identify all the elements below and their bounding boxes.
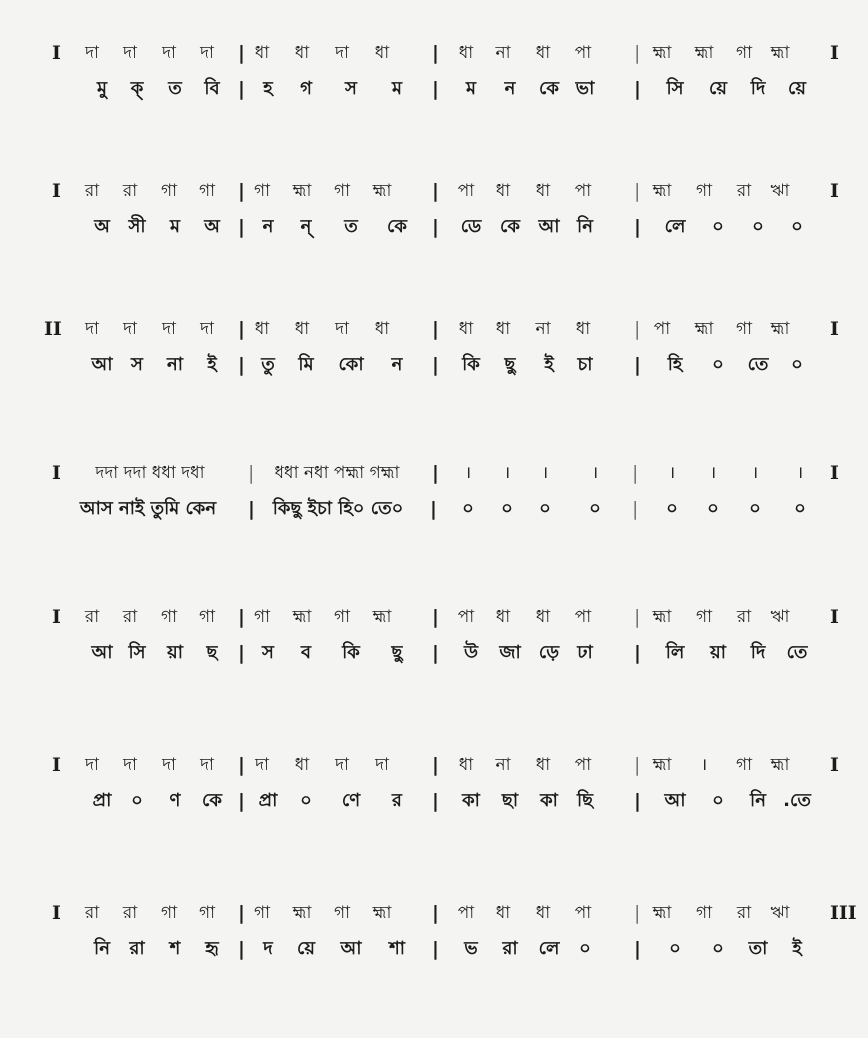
- swara-note: হ্মা: [694, 43, 714, 63]
- swara-note: হ্মা: [652, 755, 672, 775]
- lyric-syllable: কে: [387, 216, 407, 237]
- lyric-syllable: ০: [462, 498, 474, 519]
- lyric-syllable: শা: [389, 938, 405, 959]
- swara-note: ধা: [535, 43, 551, 63]
- lyric-syllable: ০: [794, 498, 806, 519]
- swara-row: [0, 456, 868, 490]
- swara-note: ধা: [374, 43, 390, 63]
- swara-note: হ্মা: [652, 607, 672, 627]
- bar-line: |: [634, 938, 641, 960]
- lyric-syllable: ০: [131, 790, 143, 811]
- bar-line: |: [238, 790, 245, 812]
- swara-note: না: [495, 43, 511, 63]
- swara-note: ঋা: [770, 903, 790, 923]
- swara-note: দা: [123, 319, 137, 339]
- bar-line: |: [432, 42, 439, 64]
- lyric-syllable: য়া: [167, 642, 183, 663]
- bar-line: |: [238, 354, 245, 376]
- lyric-syllable: ০: [669, 938, 681, 959]
- swara-note: দা: [85, 755, 99, 775]
- bar-line: |: [248, 462, 255, 484]
- lyric-syllable: ণ: [169, 790, 181, 811]
- lyric-row: [0, 784, 868, 818]
- bar-line: |: [634, 790, 641, 812]
- lyric-syllable: ঢা: [577, 642, 593, 663]
- lyric-syllable: ০: [712, 354, 724, 375]
- swara-note: ধা: [254, 43, 270, 63]
- swara-note: দা: [123, 43, 137, 63]
- swara-note: রা: [122, 607, 138, 627]
- lyric-syllable: ০: [712, 216, 724, 237]
- lyric-syllable: ০: [752, 216, 764, 237]
- bar-line: |: [432, 78, 439, 100]
- lyric-syllable: ন্: [300, 216, 312, 237]
- lyric-syllable: কা: [540, 790, 558, 811]
- lyric-syllable: আ: [91, 354, 113, 375]
- lyric-syllable: তে: [747, 354, 769, 375]
- lyric-syllable: ন: [504, 78, 516, 99]
- bar-line: |: [632, 498, 639, 520]
- swara-note: ধা: [254, 319, 270, 339]
- lyric-syllable: য়া: [710, 642, 726, 663]
- swara-note: গা: [253, 607, 271, 627]
- bar-line: |: [634, 642, 641, 664]
- lyric-syllable: তু: [261, 354, 275, 375]
- lyric-syllable: নি: [94, 938, 110, 959]
- swara-note: গা: [333, 607, 351, 627]
- start-mark: I: [52, 462, 61, 484]
- end-mark: I: [830, 606, 839, 628]
- lyric-syllable: গ: [300, 78, 312, 99]
- swara-note: না: [535, 319, 551, 339]
- swara-note: হ্মা: [770, 43, 790, 63]
- lyric-syllable: তে: [786, 642, 808, 663]
- swara-note: দা: [200, 43, 214, 63]
- swara-note: ঋা: [770, 181, 790, 201]
- bar-line: |: [432, 902, 439, 924]
- lyric-syllable: ছু: [391, 642, 403, 663]
- lyric-syllable: য়ে: [788, 78, 806, 99]
- swara-note: দা: [200, 755, 214, 775]
- swara-note: পা: [574, 607, 592, 627]
- lyric-syllable: কি: [342, 642, 360, 663]
- swara-note: দা: [85, 43, 99, 63]
- swara-note: ।: [668, 463, 676, 483]
- lyric-syllable: সি: [128, 642, 146, 663]
- swara-note: ।: [591, 463, 599, 483]
- swara-note: ধা: [495, 319, 511, 339]
- lyric-syllable: ছি: [576, 790, 594, 811]
- swara-note: ।: [709, 463, 717, 483]
- lyric-syllable: ম: [466, 78, 476, 99]
- lyric-syllable: উ: [463, 642, 479, 663]
- start-mark: I: [52, 180, 61, 202]
- lyric-syllable: .তে: [783, 790, 811, 811]
- lyric-row: [0, 210, 868, 244]
- lyric-syllable: ড়ে: [538, 642, 560, 663]
- lyric-syllable: লে: [538, 938, 560, 959]
- bar-line: |: [238, 938, 245, 960]
- lyric-syllable: য়ে: [709, 78, 727, 99]
- swara-note: ধা: [495, 181, 511, 201]
- bar-line: |: [238, 42, 245, 64]
- lyric-syllable: ছা: [501, 790, 519, 811]
- swara-note: পা: [574, 903, 592, 923]
- swara-note: রা: [736, 903, 752, 923]
- lyric-syllable: রা: [129, 938, 145, 959]
- bar-line: |: [432, 462, 439, 484]
- lyric-syllable: হৃ: [205, 938, 219, 959]
- swara-note: ধা: [495, 607, 511, 627]
- bar-line: |: [432, 180, 439, 202]
- swara-note: ।: [796, 463, 804, 483]
- lyric-syllable: আ: [664, 790, 686, 811]
- lyric-syllable: ণে: [341, 790, 361, 811]
- end-mark: III: [830, 902, 857, 924]
- end-mark: I: [830, 318, 839, 340]
- swara-note: দা: [335, 319, 349, 339]
- swara-group: দদা দদা ধধা দধা: [95, 463, 205, 483]
- start-mark: II: [44, 318, 62, 340]
- lyric-syllable: ম: [392, 78, 402, 99]
- bar-line: |: [634, 216, 641, 238]
- lyric-syllable: প্রা: [92, 790, 112, 811]
- swara-note: ।: [700, 755, 708, 775]
- lyric-syllable: স: [131, 354, 143, 375]
- swara-note: দা: [335, 755, 349, 775]
- start-mark: I: [52, 754, 61, 776]
- swara-note: রা: [736, 607, 752, 627]
- end-mark: I: [830, 462, 839, 484]
- swara-note: ধা: [535, 607, 551, 627]
- swara-note: গা: [160, 903, 178, 923]
- swara-note: ধা: [294, 43, 310, 63]
- swara-note: ধা: [374, 319, 390, 339]
- lyric-syllable: দি: [750, 642, 766, 663]
- swara-note: ।: [464, 463, 472, 483]
- bar-line: |: [238, 642, 245, 664]
- bar-line: |: [432, 642, 439, 664]
- lyric-syllable: ছু: [504, 354, 516, 375]
- lyric-syllable: সী: [128, 216, 146, 237]
- swara-note: ধা: [458, 755, 474, 775]
- swara-note: পা: [457, 607, 475, 627]
- lyric-syllable: কো: [338, 354, 364, 375]
- bar-line: |: [432, 318, 439, 340]
- swara-note: রা: [84, 607, 100, 627]
- lyric-syllable: ০: [712, 938, 724, 959]
- swara-note: পা: [457, 181, 475, 201]
- swara-note: হ্মা: [292, 607, 312, 627]
- bar-line: |: [238, 902, 245, 924]
- swara-note: পা: [574, 181, 592, 201]
- swara-note: দা: [85, 319, 99, 339]
- swara-note: গা: [695, 181, 713, 201]
- bar-line: |: [432, 354, 439, 376]
- swara-note: ।: [751, 463, 759, 483]
- swara-note: হ্মা: [372, 181, 392, 201]
- lyric-syllable: ০: [589, 498, 601, 519]
- swara-note: হ্মা: [292, 903, 312, 923]
- lyric-row: [0, 932, 868, 966]
- bar-line: |: [634, 78, 641, 100]
- swara-note: ধা: [458, 43, 474, 63]
- bar-line: |: [238, 216, 245, 238]
- end-mark: I: [830, 180, 839, 202]
- lyric-syllable: হি: [667, 354, 683, 375]
- bar-line: |: [238, 606, 245, 628]
- swara-note: ধা: [535, 903, 551, 923]
- lyric-syllable: চা: [577, 354, 593, 375]
- swara-note: হ্মা: [694, 319, 714, 339]
- lyric-syllable: বি: [204, 78, 220, 99]
- swara-row: [0, 896, 868, 930]
- lyric-syllable: ০: [300, 790, 312, 811]
- swara-note: গা: [198, 181, 216, 201]
- swara-note: ধা: [575, 319, 591, 339]
- swara-note: ধা: [294, 319, 310, 339]
- swara-note: দা: [335, 43, 349, 63]
- swara-note: গা: [735, 319, 753, 339]
- swara-note: ধা: [535, 181, 551, 201]
- lyric-syllable: প্রা: [258, 790, 278, 811]
- swara-note: হ্মা: [372, 607, 392, 627]
- lyric-syllable: ত: [344, 216, 358, 237]
- lyric-syllable: লি: [665, 642, 685, 663]
- lyric-syllable: কা: [462, 790, 480, 811]
- bar-line: |: [634, 606, 641, 628]
- swara-note: গা: [253, 181, 271, 201]
- bar-line: |: [432, 754, 439, 776]
- swara-row: [0, 600, 868, 634]
- lyric-syllable: ই: [207, 354, 217, 375]
- bar-line: |: [432, 790, 439, 812]
- swara-note: পা: [457, 903, 475, 923]
- swara-note: পা: [653, 319, 671, 339]
- swara-note: গা: [735, 43, 753, 63]
- swara-note: পা: [574, 755, 592, 775]
- lyric-group: কিছু ইচা হি০ তে০: [272, 498, 404, 519]
- lyric-syllable: কি: [462, 354, 480, 375]
- lyric-syllable: ভা: [575, 78, 595, 99]
- swara-note: না: [495, 755, 511, 775]
- lyric-syllable: দ: [263, 938, 273, 959]
- lyric-syllable: আ: [538, 216, 560, 237]
- lyric-syllable: র: [392, 790, 402, 811]
- start-mark: I: [52, 42, 61, 64]
- bar-line: |: [238, 180, 245, 202]
- swara-note: রা: [84, 181, 100, 201]
- swara-note: গা: [333, 181, 351, 201]
- swara-note: দা: [162, 43, 176, 63]
- swara-group: ধধা নধা পহ্মা গহ্মা: [274, 463, 400, 483]
- lyric-syllable: ০: [791, 216, 803, 237]
- swara-note: গা: [333, 903, 351, 923]
- lyric-syllable: কে: [539, 78, 559, 99]
- lyric-syllable: দি: [750, 78, 766, 99]
- swara-note: হ্মা: [652, 903, 672, 923]
- lyric-syllable: ০: [707, 498, 719, 519]
- lyric-syllable: ই: [792, 938, 802, 959]
- lyric-syllable: মি: [298, 354, 314, 375]
- swara-note: ।: [503, 463, 511, 483]
- lyric-syllable: হ: [263, 78, 273, 99]
- swara-note: রা: [122, 903, 138, 923]
- swara-note: গা: [198, 903, 216, 923]
- end-mark: I: [830, 754, 839, 776]
- lyric-syllable: আ: [91, 642, 113, 663]
- lyric-syllable: ০: [712, 790, 724, 811]
- lyric-syllable: লে: [664, 216, 686, 237]
- lyric-syllable: ন: [262, 216, 274, 237]
- lyric-syllable: শ: [169, 938, 181, 959]
- bar-line: |: [248, 498, 255, 520]
- bar-line: |: [432, 216, 439, 238]
- swara-note: ধা: [495, 903, 511, 923]
- bar-line: |: [632, 462, 639, 484]
- start-mark: I: [52, 606, 61, 628]
- lyric-syllable: ০: [749, 498, 761, 519]
- swara-note: গা: [735, 755, 753, 775]
- swara-row: [0, 312, 868, 346]
- swara-note: হ্মা: [652, 181, 672, 201]
- bar-line: |: [430, 498, 437, 520]
- swara-note: হ্মা: [770, 755, 790, 775]
- lyric-syllable: রা: [502, 938, 518, 959]
- swara-note: দা: [162, 319, 176, 339]
- bar-line: |: [634, 318, 641, 340]
- lyric-syllable: ০: [579, 938, 591, 959]
- end-mark: I: [830, 42, 839, 64]
- swara-note: দা: [255, 755, 269, 775]
- lyric-syllable: জা: [499, 642, 521, 663]
- swara-note: রা: [122, 181, 138, 201]
- bar-line: |: [634, 42, 641, 64]
- lyric-syllable: ভ: [464, 938, 478, 959]
- lyric-syllable: ০: [501, 498, 513, 519]
- lyric-syllable: ০: [539, 498, 551, 519]
- lyric-syllable: আ: [340, 938, 362, 959]
- swara-note: ধা: [294, 755, 310, 775]
- lyric-syllable: কে: [500, 216, 520, 237]
- swara-note: গা: [695, 607, 713, 627]
- lyric-syllable: অ: [94, 216, 110, 237]
- lyric-row: [0, 72, 868, 106]
- lyric-syllable: ন: [391, 354, 403, 375]
- lyric-syllable: মু: [97, 78, 107, 99]
- bar-line: |: [238, 318, 245, 340]
- swara-note: পা: [574, 43, 592, 63]
- swara-note: হ্মা: [292, 181, 312, 201]
- bar-line: |: [634, 754, 641, 776]
- swara-note: ধা: [535, 755, 551, 775]
- swara-note: ।: [541, 463, 549, 483]
- lyric-row: [0, 348, 868, 382]
- bar-line: |: [238, 754, 245, 776]
- bar-line: |: [634, 902, 641, 924]
- bar-line: |: [634, 180, 641, 202]
- swara-note: রা: [736, 181, 752, 201]
- lyric-syllable: তা: [748, 938, 768, 959]
- lyric-syllable: ম: [170, 216, 180, 237]
- lyric-syllable: ছ: [206, 642, 218, 663]
- lyric-group: আস নাই তুমি কেন: [79, 498, 217, 519]
- lyric-syllable: ই: [544, 354, 554, 375]
- lyric-syllable: নি: [750, 790, 766, 811]
- swara-note: দা: [200, 319, 214, 339]
- swara-row: [0, 748, 868, 782]
- swara-note: দা: [375, 755, 389, 775]
- lyric-syllable: স: [262, 642, 274, 663]
- swara-note: গা: [198, 607, 216, 627]
- lyric-syllable: স: [345, 78, 357, 99]
- lyric-syllable: ডে: [460, 216, 482, 237]
- swara-note: হ্মা: [652, 43, 672, 63]
- swara-row: [0, 174, 868, 208]
- lyric-syllable: নি: [577, 216, 593, 237]
- swara-note: হ্মা: [770, 319, 790, 339]
- swara-note: গা: [695, 903, 713, 923]
- lyric-syllable: না: [167, 354, 183, 375]
- lyric-syllable: ক্: [130, 78, 144, 99]
- bar-line: |: [432, 938, 439, 960]
- swara-note: গা: [160, 607, 178, 627]
- swara-note: ঋা: [770, 607, 790, 627]
- swara-note: ধা: [458, 319, 474, 339]
- swara-note: দা: [123, 755, 137, 775]
- bar-line: |: [432, 606, 439, 628]
- lyric-syllable: কে: [202, 790, 222, 811]
- lyric-syllable: ব: [300, 642, 312, 663]
- lyric-row: [0, 636, 868, 670]
- swara-row: [0, 36, 868, 70]
- swara-note: গা: [253, 903, 271, 923]
- bar-line: |: [634, 354, 641, 376]
- swara-note: দা: [162, 755, 176, 775]
- start-mark: I: [52, 902, 61, 924]
- lyric-syllable: ত: [168, 78, 182, 99]
- swara-note: হ্মা: [372, 903, 392, 923]
- lyric-syllable: ০: [666, 498, 678, 519]
- swara-note: রা: [84, 903, 100, 923]
- lyric-row: [0, 492, 868, 526]
- lyric-syllable: অ: [204, 216, 220, 237]
- lyric-syllable: ০: [791, 354, 803, 375]
- lyric-syllable: য়ে: [297, 938, 315, 959]
- lyric-syllable: সি: [666, 78, 684, 99]
- bar-line: |: [238, 78, 245, 100]
- swara-note: গা: [160, 181, 178, 201]
